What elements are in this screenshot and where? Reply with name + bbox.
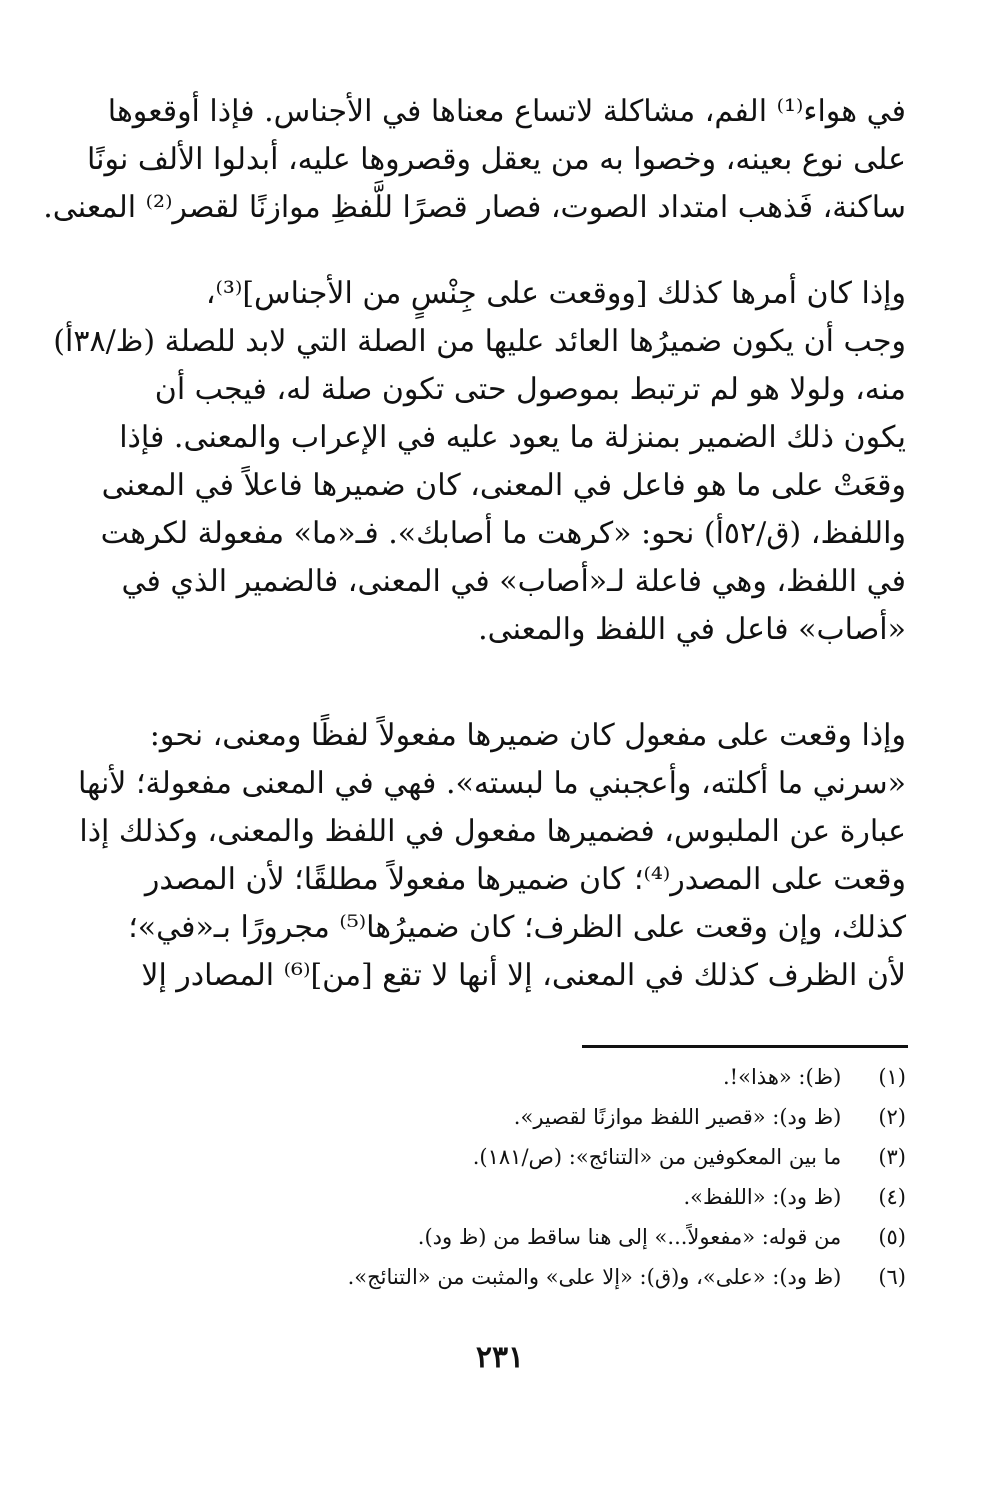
footnote-item: [140, 1265, 906, 1305]
footnote-text: (ظ ود): «على»، و(ق): «إلا على» والمثبت من «التنائج».: [347, 1265, 842, 1289]
footnote-number: (٣): [878, 1145, 906, 1169]
footnote-text: من قوله: «مفعولاً...» إلى هنا ساقط من (ظ ود).: [417, 1225, 842, 1249]
footnote-number: (٦): [878, 1265, 906, 1289]
text-line: عبارة عن الملبوس، فضميرها مفعول في اللفظ والمعنى، وكذلك إذا: [79, 814, 906, 849]
text-line: في اللفظ، وهي فاعلة لـ«أصاب» في المعنى، فالضمير الذي في: [121, 564, 906, 599]
footnote-item: [140, 1105, 906, 1145]
text-line: «سرني ما أكلته، وأعجبني ما لبسته». فهي في المعنى مفعولة؛ لأنها: [77, 766, 906, 801]
text-line: وقعت على المصدر⁽⁴⁾؛ كان ضميرها مفعولاً مطلقًا؛ لأن المصدر: [144, 862, 906, 897]
paragraph-3: [77, 718, 906, 1006]
paragraph-1: [43, 94, 906, 238]
text-line: وجب أن يكون ضميرُها العائد عليها من الصلة التي لابد للصلة (ظ/٣٨أ): [53, 324, 906, 359]
footnote-text: ما بين المعكوفين من «التنائج»: (ص/١٨١).: [472, 1145, 842, 1169]
text-line: وإذا كان أمرها كذلك [ووقعت على جِنْسٍ من الأجناس]⁽³⁾،: [205, 276, 906, 311]
text-line: «أصاب» فاعل في اللفظ والمعنى.: [478, 612, 906, 647]
footnote-number: (٥): [878, 1225, 906, 1249]
footnote-text: (ظ): «هذا»!.: [723, 1065, 842, 1089]
footnote-item: [140, 1185, 906, 1225]
footnote-number: (٢): [878, 1105, 906, 1129]
footnote-number: (٤): [878, 1185, 906, 1209]
text-line: لأن الظرف كذلك في المعنى، إلا أنها لا تقع [من]⁽⁶⁾ المصادر إلا: [141, 958, 906, 993]
text-line: وإذا وقعت على مفعول كان ضميرها مفعولاً لفظًا ومعنى، نحو:: [149, 718, 906, 753]
text-line: يكون ذلك الضمير بمنزلة ما يعود عليه في الإعراب والمعنى. فإذا: [119, 420, 906, 455]
page-number: ٢٣١: [475, 1340, 525, 1375]
footnote-item: [140, 1065, 906, 1105]
paragraph-2: [53, 276, 906, 660]
text-line: ساكنة، فَذهب امتداد الصوت، فصار قصرًا للَّفظِ موازنًا لقصر⁽²⁾ المعنى.: [43, 190, 906, 225]
text-line: وقعَتْ على ما هو فاعل في المعنى، كان ضميرها فاعلاً في المعنى: [101, 468, 906, 503]
footnote-item: [140, 1145, 906, 1185]
footnotes: [140, 1065, 906, 1305]
footnote-divider: [582, 1045, 908, 1048]
footnote-number: (١): [878, 1065, 906, 1089]
text-line: في هواء⁽¹⁾ الفم، مشاكلة لاتساع معناها في الأجناس. فإذا أوقعوها: [107, 94, 906, 129]
footnote-item: [140, 1225, 906, 1265]
text-line: واللفظ، (ق/٥٢أ) نحو: «كرهت ما أصابك». فـ«ما» مفعولة لكرهت: [100, 516, 906, 551]
text-line: على نوع بعينه، وخصوا به من يعقل وقصروها عليه، أبدلوا الألف نونًا: [87, 142, 906, 177]
text-line: منه، ولولا هو لم ترتبط بموصول حتى تكون صلة له، فيجب أن: [154, 372, 906, 407]
footnote-text: (ظ ود): «اللفظ».: [683, 1185, 842, 1209]
footnote-text: (ظ ود): «قصير اللفظ موازنًا لقصير».: [513, 1105, 842, 1129]
text-line: كذلك، وإن وقعت على الظرف؛ كان ضميرُها⁽⁵⁾ مجرورًا بـ«في»؛: [128, 910, 906, 945]
